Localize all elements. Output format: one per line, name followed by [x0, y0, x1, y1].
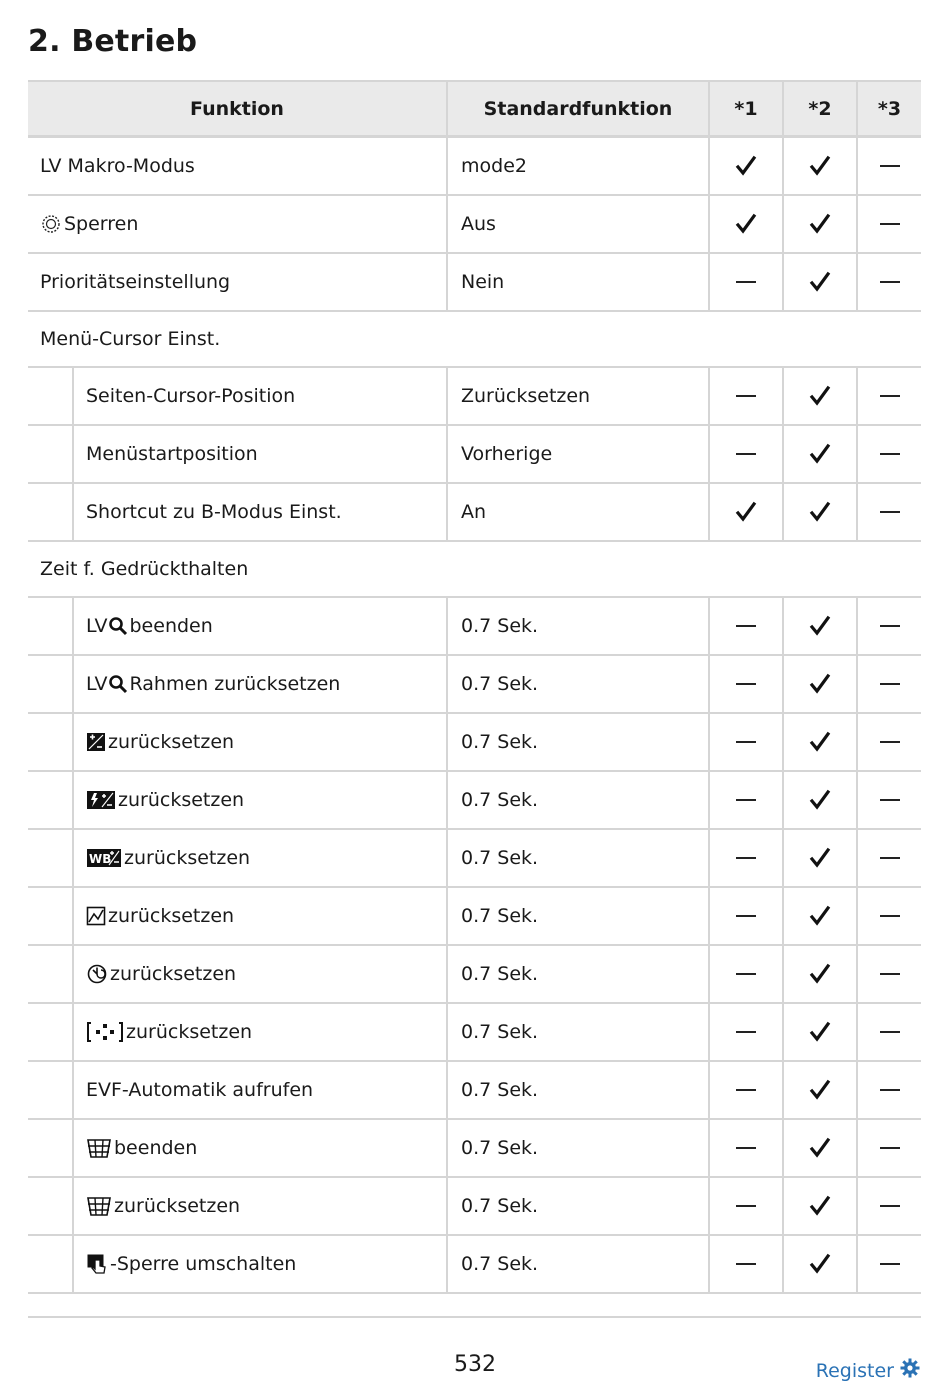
tone-curve-icon: [86, 906, 106, 926]
table-row: [28, 1120, 921, 1178]
function-cell: [72, 714, 446, 770]
check-icon: [734, 212, 758, 236]
mode-1-cell: [708, 1062, 782, 1118]
indent-spacer: [28, 1236, 72, 1292]
dash-icon: [880, 223, 900, 225]
indent-spacer: [28, 1004, 72, 1060]
header-mode-2: *2: [782, 82, 856, 135]
table-row: [28, 830, 921, 888]
check-icon: [808, 1020, 832, 1044]
dash-icon: [736, 1031, 756, 1033]
touch-lock-icon: [86, 1253, 108, 1275]
function-label: -Sperre umschalten: [110, 1253, 297, 1275]
indent-spacer: [28, 888, 72, 944]
mode-3-cell: [856, 714, 921, 770]
table-group-row: [28, 542, 921, 598]
indent-spacer: [28, 714, 72, 770]
function-label: Sperren: [64, 213, 139, 235]
mode-1-cell: [708, 368, 782, 424]
indent-spacer: [28, 656, 72, 712]
table-row: [28, 1062, 921, 1120]
mode-1-cell: [708, 656, 782, 712]
function-label: EVF-Automatik aufrufen: [86, 1079, 314, 1101]
dash-icon: [736, 973, 756, 975]
dash-icon: [736, 857, 756, 859]
mode-3-cell: [856, 1120, 921, 1176]
table-row: [28, 254, 921, 312]
mode-1-cell: [708, 196, 782, 252]
table-row: [28, 946, 921, 1004]
mode-2-cell: [782, 946, 856, 1002]
table-header-row: [28, 80, 921, 138]
check-icon: [734, 500, 758, 524]
table-row: [28, 368, 921, 426]
function-cell: [72, 368, 446, 424]
register-link[interactable]: [816, 1358, 920, 1383]
default-value-cell: An: [446, 484, 708, 540]
function-cell: [72, 656, 446, 712]
mode-1-cell: [708, 772, 782, 828]
function-cell: [72, 1178, 446, 1234]
default-value-cell: 0.7 Sek.: [446, 1120, 708, 1176]
dash-icon: [736, 741, 756, 743]
default-value-cell: 0.7 Sek.: [446, 772, 708, 828]
mode-1-cell: [708, 484, 782, 540]
function-cell: [72, 426, 446, 482]
dash-icon: [736, 1147, 756, 1149]
dash-icon: [880, 857, 900, 859]
indent-spacer: [28, 1120, 72, 1176]
function-label: zurücksetzen: [118, 789, 245, 811]
mode-1-cell: [708, 254, 782, 310]
mode-2-cell: [782, 656, 856, 712]
indent-spacer: [28, 368, 72, 424]
mode-1-cell: [708, 946, 782, 1002]
af-target-icon: [86, 1021, 124, 1043]
header-standardfunktion: Standardfunktion: [446, 82, 708, 135]
default-value-cell: Aus: [446, 196, 708, 252]
dash-icon: [880, 281, 900, 283]
function-cell: [72, 1120, 446, 1176]
dash-icon: [736, 915, 756, 917]
function-label: zurücksetzen: [108, 731, 235, 753]
check-icon: [808, 962, 832, 986]
indent-spacer: [28, 946, 72, 1002]
function-cell: [72, 484, 446, 540]
dash-icon: [880, 511, 900, 513]
dash-icon: [880, 1031, 900, 1033]
check-icon: [808, 384, 832, 408]
mode-1-cell: [708, 426, 782, 482]
dash-icon: [880, 453, 900, 455]
register-label: Register: [815, 1359, 894, 1382]
table-row: [28, 196, 921, 254]
default-value-cell: 0.7 Sek.: [446, 1004, 708, 1060]
indent-spacer: [28, 426, 72, 482]
function-label: Menüstartposition: [86, 443, 258, 465]
flash-comp-icon: [86, 790, 116, 810]
default-value-cell: 0.7 Sek.: [446, 1178, 708, 1234]
function-cell: [72, 1062, 446, 1118]
check-icon: [808, 1252, 832, 1276]
function-label: Seiten-Cursor-Position: [86, 385, 296, 407]
mode-2-cell: [782, 138, 856, 194]
page-title: 2. Betrieb: [28, 24, 198, 59]
function-label: zurücksetzen: [108, 905, 235, 927]
function-label: zurücksetzen: [110, 963, 237, 985]
default-value-cell: 0.7 Sek.: [446, 656, 708, 712]
gear-icon: [900, 1358, 920, 1383]
mode-3-cell: [856, 1004, 921, 1060]
check-icon: [808, 730, 832, 754]
dash-icon: [880, 165, 900, 167]
dash-icon: [880, 395, 900, 397]
function-label: Prioritätseinstellung: [40, 271, 231, 293]
mode-2-cell: [782, 1178, 856, 1234]
mode-2-cell: [782, 772, 856, 828]
mode-2-cell: [782, 1236, 856, 1292]
check-icon: [808, 1136, 832, 1160]
mode-1-cell: [708, 598, 782, 654]
dash-icon: [880, 1205, 900, 1207]
dash-icon: [736, 395, 756, 397]
group-label: Zeit f. Gedrückthalten: [40, 558, 249, 580]
mode-2-cell: [782, 254, 856, 310]
mode-3-cell: [856, 830, 921, 886]
dash-icon: [736, 281, 756, 283]
dash-icon: [736, 1089, 756, 1091]
mode-3-cell: [856, 598, 921, 654]
header-funktion: Funktion: [190, 97, 284, 120]
mode-2-cell: [782, 888, 856, 944]
function-label: beenden: [114, 1137, 198, 1159]
dial-icon: [40, 213, 62, 235]
mode-3-cell: [856, 1236, 921, 1292]
check-icon: [808, 1078, 832, 1102]
mode-3-cell: [856, 888, 921, 944]
table-row: [28, 484, 921, 542]
default-value-cell: 0.7 Sek.: [446, 714, 708, 770]
function-cell: [28, 196, 446, 252]
dash-icon: [880, 741, 900, 743]
bottom-divider: [28, 1316, 921, 1318]
mode-3-cell: [856, 138, 921, 194]
check-icon: [808, 212, 832, 236]
page-number: 532: [454, 1352, 496, 1377]
function-label: Shortcut zu B-Modus Einst.: [86, 501, 342, 523]
table-row: [28, 714, 921, 772]
indent-spacer: [28, 1062, 72, 1118]
default-value-cell: 0.7 Sek.: [446, 946, 708, 1002]
mode-3-cell: [856, 656, 921, 712]
function-label: Rahmen zurücksetzen: [129, 673, 341, 695]
default-value-cell: 0.7 Sek.: [446, 1236, 708, 1292]
function-label: zurücksetzen: [124, 847, 251, 869]
grid-icon: [86, 1195, 112, 1217]
check-icon: [808, 154, 832, 178]
lv-magnify-icon: [108, 674, 128, 694]
mode-2-cell: [782, 368, 856, 424]
mode-2-cell: [782, 830, 856, 886]
mode-3-cell: [856, 426, 921, 482]
mode-2-cell: [782, 598, 856, 654]
check-icon: [808, 904, 832, 928]
table-row: [28, 426, 921, 484]
mode-2-cell: [782, 484, 856, 540]
lv-prefix: LV: [86, 615, 108, 637]
default-value-cell: mode2: [446, 138, 708, 194]
default-value-cell: 0.7 Sek.: [446, 1062, 708, 1118]
dash-icon: [880, 1263, 900, 1265]
dash-icon: [736, 453, 756, 455]
default-value-cell: Vorherige: [446, 426, 708, 482]
mode-3-cell: [856, 946, 921, 1002]
indent-spacer: [28, 830, 72, 886]
table-row: [28, 772, 921, 830]
exposure-comp-icon: [86, 732, 106, 752]
table-row: [28, 1236, 921, 1294]
wb-comp-icon: [86, 848, 122, 868]
function-cell: [72, 1236, 446, 1292]
dash-icon: [880, 1089, 900, 1091]
mode-3-cell: [856, 484, 921, 540]
dash-icon: [880, 1147, 900, 1149]
table-row: [28, 1178, 921, 1236]
mode-2-cell: [782, 1120, 856, 1176]
mode-2-cell: [782, 1004, 856, 1060]
mode-1-cell: [708, 714, 782, 770]
mode-1-cell: [708, 1120, 782, 1176]
table-row: [28, 888, 921, 946]
dash-icon: [736, 1263, 756, 1265]
check-icon: [808, 270, 832, 294]
function-cell: [72, 888, 446, 944]
mode-1-cell: [708, 1004, 782, 1060]
svg-text:WB: WB: [89, 852, 112, 866]
indent-spacer: [28, 1178, 72, 1234]
settings-table: [28, 80, 921, 1294]
function-label: zurücksetzen: [114, 1195, 241, 1217]
check-icon: [808, 442, 832, 466]
grid-icon: [86, 1137, 112, 1159]
check-icon: [808, 672, 832, 696]
check-icon: [808, 846, 832, 870]
mode-1-cell: [708, 1178, 782, 1234]
header-mode-3: *3: [856, 82, 921, 135]
table-row: [28, 138, 921, 196]
function-cell: [72, 1004, 446, 1060]
check-icon: [808, 1194, 832, 1218]
function-label: beenden: [129, 615, 213, 637]
table-group-row: [28, 312, 921, 368]
dash-icon: [736, 683, 756, 685]
table-row: [28, 1004, 921, 1062]
dash-icon: [880, 799, 900, 801]
dash-icon: [880, 915, 900, 917]
dash-icon: [736, 1205, 756, 1207]
dash-icon: [736, 799, 756, 801]
indent-spacer: [28, 484, 72, 540]
dash-icon: [880, 625, 900, 627]
default-value-cell: 0.7 Sek.: [446, 830, 708, 886]
mode-3-cell: [856, 196, 921, 252]
mode-3-cell: [856, 1178, 921, 1234]
default-value-cell: Nein: [446, 254, 708, 310]
mode-3-cell: [856, 1062, 921, 1118]
mode-1-cell: [708, 138, 782, 194]
function-label: LV Makro-Modus: [40, 155, 195, 177]
self-timer-icon: [86, 963, 108, 985]
indent-spacer: [28, 598, 72, 654]
mode-1-cell: [708, 1236, 782, 1292]
table-row: [28, 656, 921, 714]
default-value-cell: 0.7 Sek.: [446, 598, 708, 654]
default-value-cell: 0.7 Sek.: [446, 888, 708, 944]
check-icon: [734, 154, 758, 178]
function-cell: [72, 830, 446, 886]
function-label: zurücksetzen: [126, 1021, 253, 1043]
table-row: [28, 598, 921, 656]
group-label: Menü-Cursor Einst.: [40, 328, 221, 350]
mode-2-cell: [782, 714, 856, 770]
function-cell: [72, 598, 446, 654]
check-icon: [808, 614, 832, 638]
function-cell: [28, 138, 446, 194]
check-icon: [808, 500, 832, 524]
mode-1-cell: [708, 830, 782, 886]
lv-prefix: LV: [86, 673, 108, 695]
dash-icon: [880, 683, 900, 685]
mode-2-cell: [782, 1062, 856, 1118]
mode-3-cell: [856, 254, 921, 310]
lv-magnify-icon: [108, 616, 128, 636]
header-mode-1: *1: [708, 82, 782, 135]
mode-2-cell: [782, 196, 856, 252]
check-icon: [808, 788, 832, 812]
function-cell: [28, 254, 446, 310]
mode-3-cell: [856, 772, 921, 828]
mode-2-cell: [782, 426, 856, 482]
mode-1-cell: [708, 888, 782, 944]
function-cell: [72, 946, 446, 1002]
mode-3-cell: [856, 368, 921, 424]
dash-icon: [736, 625, 756, 627]
function-cell: [72, 772, 446, 828]
indent-spacer: [28, 772, 72, 828]
default-value-cell: Zurücksetzen: [446, 368, 708, 424]
dash-icon: [880, 973, 900, 975]
